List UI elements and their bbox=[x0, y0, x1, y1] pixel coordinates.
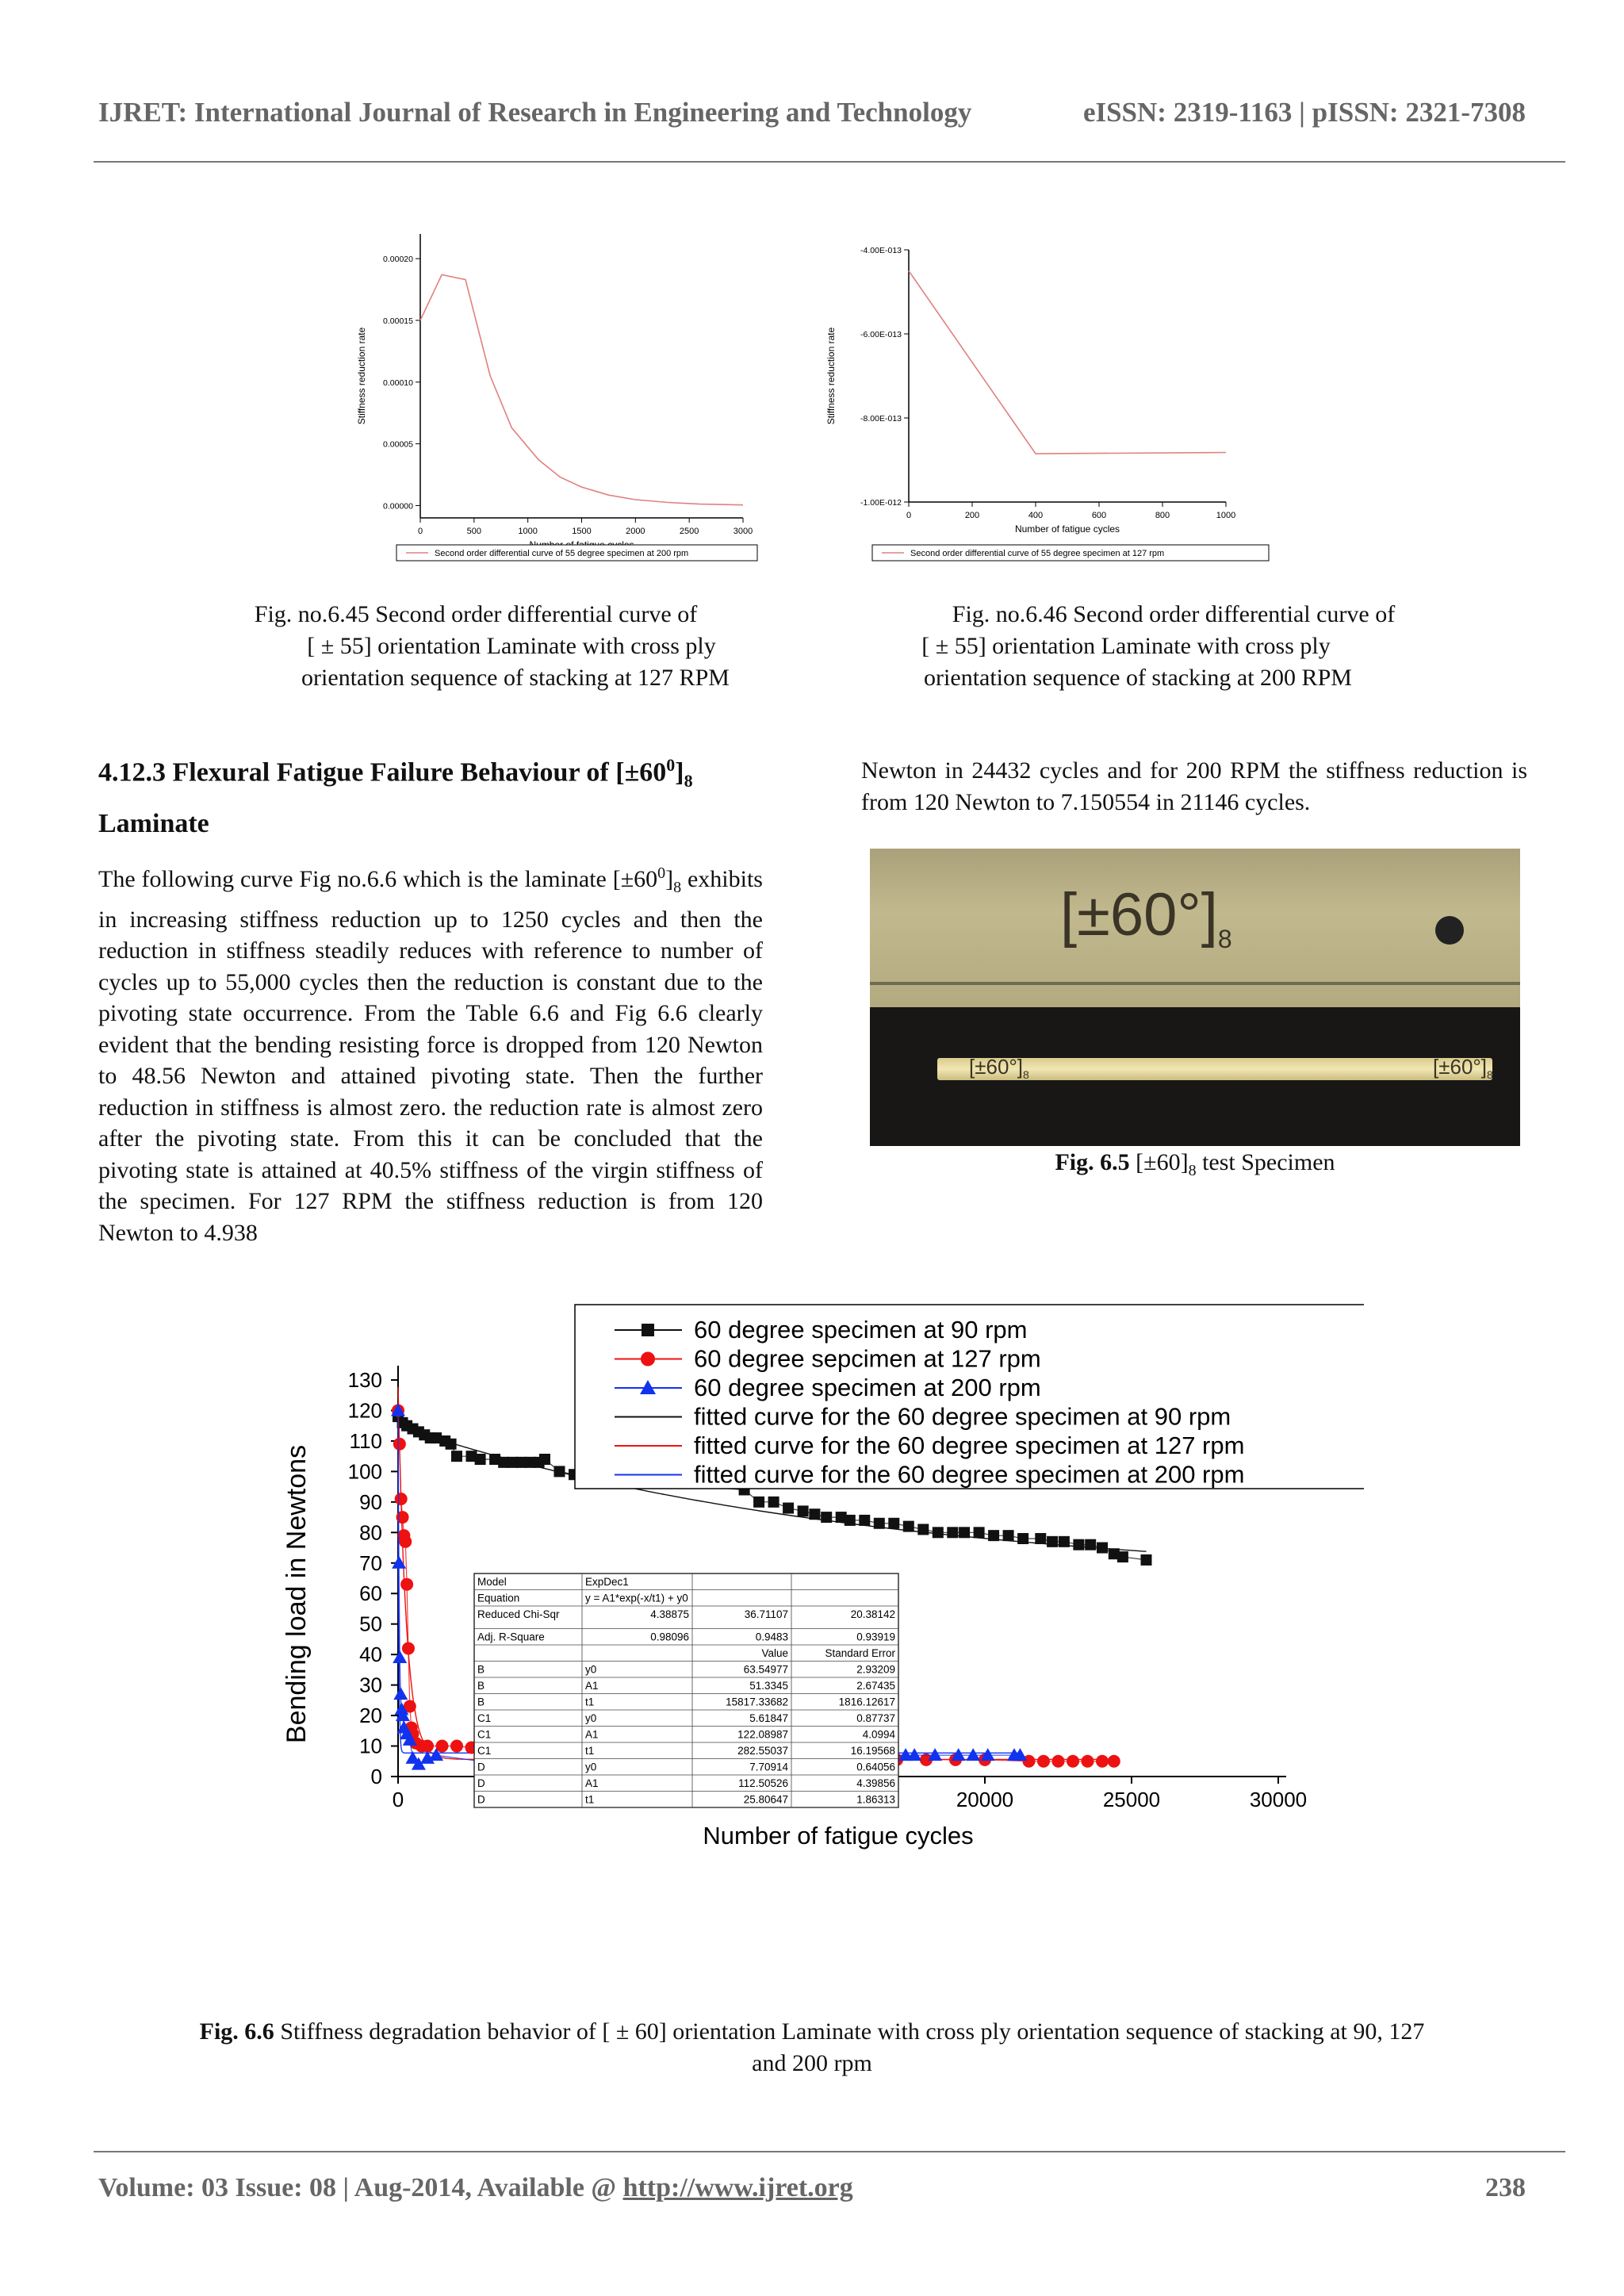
fit-table-cell: 20.38142 bbox=[850, 1608, 895, 1620]
y-tick-label: -8.00E-013 bbox=[860, 414, 902, 424]
running-footer bbox=[98, 2173, 1526, 2203]
y-tick-label: 0.00010 bbox=[383, 378, 413, 388]
legend-label: 60 degree sepcimen at 127 rpm bbox=[694, 1344, 1041, 1373]
large-specimen-strip bbox=[870, 849, 1520, 1007]
fit-table-cell: t1 bbox=[585, 1696, 595, 1708]
data-point-127rpm bbox=[436, 1740, 449, 1753]
y-tick-label: 0.00000 bbox=[383, 501, 413, 512]
y-tick-label: 70 bbox=[359, 1550, 382, 1575]
fit-table-cell: t1 bbox=[585, 1793, 595, 1806]
data-point-90rpm bbox=[845, 1515, 856, 1526]
fit-table-cell: y = A1*exp(-x/t1) + y0 bbox=[585, 1592, 688, 1604]
fit-table-cell: 2.93209 bbox=[856, 1663, 895, 1676]
x-tick-label: 0 bbox=[906, 511, 912, 520]
text-span: The following curve Fig no.6.6 which is the laminate [±60 bbox=[98, 866, 658, 892]
fit-table-cell: 122.08987 bbox=[737, 1728, 788, 1741]
fit-table-cell: Standard Error bbox=[825, 1647, 895, 1659]
fit-table-cell: 25.80647 bbox=[743, 1793, 788, 1806]
legend-marker bbox=[642, 1324, 654, 1336]
x-axis-title: Number of fatigue cycles bbox=[1014, 523, 1120, 535]
small-specimen-strip bbox=[937, 1055, 1493, 1082]
data-point-90rpm bbox=[1141, 1554, 1152, 1566]
specimen-photo bbox=[870, 849, 1520, 1146]
fit-table-cell: 0.64056 bbox=[856, 1761, 895, 1773]
legend-label: Second order differential curve of 55 degree specimen at 200 rpm bbox=[435, 549, 689, 558]
fit-table-cell: A1 bbox=[585, 1777, 599, 1789]
section-heading-line2: Laminate bbox=[98, 809, 209, 838]
y-tick-label: 0.00020 bbox=[383, 255, 413, 265]
data-point-200rpm bbox=[928, 1748, 942, 1761]
y-tick-label: -4.00E-013 bbox=[860, 246, 902, 255]
x-axis-title: Number of fatigue cycles bbox=[703, 1822, 974, 1849]
specimen-hole bbox=[1435, 916, 1464, 945]
caption-text: test Specimen bbox=[1196, 1149, 1335, 1175]
fit-table-cell: Reduced Chi-Sqr bbox=[477, 1608, 560, 1620]
fit-table-cell: Value bbox=[761, 1647, 788, 1659]
y-tick-label: 10 bbox=[359, 1734, 382, 1758]
photo-dark-background bbox=[870, 1007, 1520, 1146]
data-point-90rpm bbox=[1017, 1533, 1028, 1544]
data-point-90rpm bbox=[798, 1505, 809, 1516]
section-title-text: 4.12.3 Flexural Fatigue Failure Behaviour of [±60 bbox=[98, 757, 667, 788]
figure-65-caption bbox=[870, 1147, 1520, 1186]
data-point-127rpm bbox=[450, 1740, 463, 1753]
x-tick-label: 1000 bbox=[518, 527, 538, 536]
data-point-90rpm bbox=[1059, 1536, 1070, 1547]
fit-table-cell: D bbox=[477, 1793, 485, 1806]
figure-66-caption bbox=[98, 2016, 1526, 2079]
data-point-90rpm bbox=[1035, 1533, 1046, 1544]
y-tick-label: 0.00015 bbox=[383, 316, 413, 326]
fit-table-cell: Adj. R-Square bbox=[477, 1631, 545, 1643]
chart-stiffness-degradation bbox=[270, 1293, 1364, 1983]
caption-bold: Fig. 6.5 bbox=[1055, 1149, 1130, 1175]
label-text: [±60°] bbox=[1433, 1055, 1488, 1079]
specimen-label-small-left bbox=[969, 1055, 1029, 1081]
fit-table-cell: 4.0994 bbox=[862, 1728, 895, 1741]
data-point-90rpm bbox=[1003, 1530, 1014, 1541]
series-line bbox=[420, 274, 743, 504]
y-tick-label: -1.00E-012 bbox=[860, 498, 902, 508]
section-sup: 0 bbox=[666, 755, 676, 775]
y-tick-label: 120 bbox=[347, 1398, 382, 1423]
data-point-90rpm bbox=[475, 1454, 486, 1465]
fit-table-cell: C1 bbox=[477, 1745, 492, 1757]
data-point-90rpm bbox=[554, 1466, 565, 1477]
data-point-90rpm bbox=[1117, 1551, 1128, 1562]
fit-table-cell: 15817.33682 bbox=[726, 1696, 788, 1708]
y-axis-title: Stiffness reduction rate bbox=[356, 327, 367, 425]
y-tick-label: 20 bbox=[359, 1704, 382, 1728]
data-point-90rpm bbox=[446, 1439, 457, 1450]
x-tick-label: 1500 bbox=[572, 527, 592, 536]
data-point-90rpm bbox=[974, 1527, 985, 1538]
data-point-127rpm bbox=[1108, 1755, 1120, 1768]
caption-line: Fig. no.6.46 Second order differential curve of bbox=[952, 601, 1396, 627]
caption-bold: Fig. 6.6 bbox=[199, 2018, 274, 2045]
data-point-127rpm bbox=[1082, 1755, 1094, 1768]
data-point-127rpm bbox=[421, 1740, 434, 1753]
text-sub: 8 bbox=[673, 879, 682, 896]
x-tick-label: 500 bbox=[466, 527, 482, 536]
fit-table-cell: 0.98096 bbox=[650, 1631, 689, 1643]
data-point-90rpm bbox=[859, 1515, 870, 1526]
journal-issn: eISSN: 2319-1163 | pISSN: 2321-7308 bbox=[1082, 97, 1526, 128]
fit-table-cell: 63.54977 bbox=[743, 1663, 788, 1676]
fit-table-cell: 2.67435 bbox=[856, 1680, 895, 1692]
caption-line: [ ± 55] orientation Laminate with cross ply bbox=[921, 633, 1331, 659]
data-point-90rpm bbox=[888, 1518, 899, 1529]
text-sup: 0 bbox=[657, 864, 666, 882]
fit-table-cell: D bbox=[477, 1777, 485, 1789]
x-tick-label: 3000 bbox=[733, 527, 753, 536]
caption-line: Fig. no.6.45 Second order differential curve of bbox=[254, 601, 698, 627]
data-point-90rpm bbox=[959, 1527, 970, 1538]
data-point-127rpm bbox=[402, 1642, 415, 1654]
data-point-127rpm bbox=[395, 1493, 408, 1505]
data-point-127rpm bbox=[1096, 1755, 1109, 1768]
data-point-90rpm bbox=[451, 1451, 462, 1462]
x-tick-label: 25000 bbox=[1102, 1788, 1161, 1811]
data-point-90rpm bbox=[1085, 1539, 1096, 1550]
fit-table-cell: C1 bbox=[477, 1712, 492, 1724]
y-tick-label: 40 bbox=[359, 1642, 382, 1667]
fit-table-cell: 282.55037 bbox=[737, 1745, 788, 1757]
label-text: [±60°] bbox=[1060, 881, 1218, 949]
fit-table-cell: A1 bbox=[585, 1728, 599, 1741]
fit-table-cell: y0 bbox=[585, 1761, 597, 1773]
fit-table-cell: B bbox=[477, 1680, 485, 1692]
caption-line: orientation sequence of stacking at 200 RPM bbox=[924, 665, 1352, 691]
fit-table-cell: y0 bbox=[585, 1712, 597, 1724]
data-point-127rpm bbox=[396, 1511, 409, 1524]
x-tick-label: 2500 bbox=[679, 527, 699, 536]
journal-title: IJRET: International Journal of Research in Engineering and Technology bbox=[98, 97, 972, 128]
y-tick-label: 60 bbox=[359, 1581, 382, 1606]
legend-label: Second order differential curve of 55 degree specimen at 127 rpm bbox=[910, 549, 1165, 558]
text-span: exhibits in increasing stiffness reduction up to 1250 cycles and then the reduction in stiffness steadily reduces with reference to number of cycles up to 55,000 cycles then the reduction is constant due to the pivoting state occurrence. From the Table 6.6 and Fig 6.6 clearly evident that the bending resisting force is dropped from 120 Newton to 48.56 Newton and attained pivoting state. Then the further reduction in stiffness is almost zero. the reduction rate is almost zero after the pivoting state. From this it can be concluded that the pivoting state is attained at 40.5% stiffness of the virgin stiffness of the specimen. For 127 RPM the stiffness reduction is from 120 Newton to 4.938 bbox=[98, 866, 763, 1246]
x-tick-label: 1000 bbox=[1216, 511, 1236, 520]
label-sub: 8 bbox=[1023, 1068, 1029, 1082]
legend-label: 60 degree specimen at 200 rpm bbox=[694, 1374, 1041, 1401]
body-paragraph-left: The following curve Fig no.6.6 which is the laminate $[\pm 60^0]_8$ exhibits in increasing stiffness reduction up to 1250 cycles and then the reduction in stiffness steadily reduces with reference to number of cycles up to 55,000 cycles then the reduction is constant due to the pivoting state occurrence. From the Table 6.6 and Fig 6.6 clearly evident that the bending resisting force is dropped from 120 Newton to 48.56 Newton and attained pivoting state. Then the further reduction in stiffness is almost zero. the reduction rate is almost zero after the pivoting state. From this it can be concluded that the pivoting state is attained at 40.5% stiffness of the virgin stiffness of the specimen. For 127 RPM the stiffness reduction is from 120 Newton to 4.938 bbox=[98, 864, 763, 1246]
fit-table-cell: A1 bbox=[585, 1680, 599, 1692]
data-point-127rpm bbox=[1052, 1755, 1065, 1768]
footer-url-link[interactable]: http://www.ijret.org bbox=[622, 2173, 853, 2202]
x-tick-label: 400 bbox=[1028, 511, 1044, 520]
data-point-90rpm bbox=[917, 1524, 929, 1535]
fit-table-cell: 112.50526 bbox=[738, 1777, 788, 1789]
fit-table-cell: 4.38875 bbox=[650, 1608, 689, 1620]
data-point-127rpm bbox=[399, 1535, 412, 1548]
body-paragraph-right: Newton in 24432 cycles and for 200 RPM the stiffness reduction is from 120 Newton to 7.150554 in 21146 cycles. bbox=[861, 757, 1527, 815]
x-tick-label: 800 bbox=[1155, 511, 1170, 520]
data-point-90rpm bbox=[1047, 1536, 1058, 1547]
data-point-127rpm bbox=[1037, 1755, 1050, 1768]
chart-second-order-127rpm bbox=[817, 234, 1293, 567]
data-point-90rpm bbox=[753, 1497, 764, 1508]
footer-volume: Volume: 03 Issue: 08 | Aug-2014, Available @ bbox=[98, 2173, 623, 2202]
strip-ruler-line bbox=[870, 982, 1520, 985]
data-point-90rpm bbox=[874, 1518, 885, 1529]
fit-table-cell: D bbox=[477, 1761, 485, 1773]
fit-table-cell: 16.19568 bbox=[850, 1745, 895, 1757]
fit-table-cell: 36.71107 bbox=[744, 1608, 788, 1620]
data-point-200rpm bbox=[907, 1748, 921, 1761]
y-tick-label: 90 bbox=[359, 1489, 382, 1514]
y-tick-label: 0 bbox=[370, 1765, 382, 1788]
specimen-label-small-right bbox=[1433, 1055, 1493, 1081]
x-tick-label: 0 bbox=[417, 527, 423, 536]
specimen-label-large bbox=[1060, 880, 1232, 954]
fit-table-cell: 1816.12617 bbox=[838, 1696, 895, 1708]
fit-table-cell: 0.93919 bbox=[856, 1631, 895, 1643]
legend-label: fitted curve for the 60 degree specimen at 200 rpm bbox=[694, 1460, 1245, 1489]
y-axis-title: Stiffness reduction rate bbox=[825, 327, 837, 425]
legend-marker bbox=[641, 1352, 655, 1366]
x-tick-label: 20000 bbox=[956, 1788, 1014, 1811]
data-point-90rpm bbox=[988, 1530, 999, 1541]
legend-label: fitted curve for the 60 degree specimen at 127 rpm bbox=[694, 1432, 1245, 1459]
y-tick-label: -6.00E-013 bbox=[860, 330, 902, 339]
data-point-90rpm bbox=[821, 1512, 832, 1523]
fit-table-cell: Equation bbox=[477, 1592, 520, 1604]
data-point-90rpm bbox=[947, 1527, 958, 1538]
figure-646-caption bbox=[856, 599, 1443, 694]
fit-table-cell: C1 bbox=[477, 1728, 492, 1741]
fit-table-cell: 5.61847 bbox=[749, 1712, 788, 1724]
data-point-200rpm bbox=[966, 1748, 980, 1761]
data-point-90rpm bbox=[809, 1508, 820, 1520]
data-point-90rpm bbox=[1097, 1543, 1108, 1554]
x-tick-label: 30000 bbox=[1249, 1788, 1308, 1811]
y-tick-label: 100 bbox=[347, 1459, 382, 1484]
x-tick-label: 2000 bbox=[626, 527, 645, 536]
data-point-127rpm bbox=[1067, 1755, 1079, 1768]
x-tick-label: 200 bbox=[964, 511, 980, 520]
label-text: [±60°] bbox=[969, 1055, 1024, 1079]
legend-label: fitted curve for the 60 degree specimen at 90 rpm bbox=[694, 1402, 1231, 1431]
label-sub: 8 bbox=[1487, 1068, 1493, 1082]
data-point-90rpm bbox=[539, 1454, 550, 1465]
caption-text: Stiffness degradation behavior of [ ± 60] orientation Laminate with cross ply orientation sequence of stacking at 90, 127 bbox=[274, 2018, 1425, 2045]
y-tick-label: 50 bbox=[359, 1612, 382, 1636]
y-tick-label: 80 bbox=[359, 1520, 382, 1545]
fit-table-cell: 4.39856 bbox=[856, 1777, 895, 1789]
data-point-127rpm bbox=[393, 1438, 406, 1451]
data-point-200rpm bbox=[393, 1687, 408, 1700]
fit-table-cell: ExpDec1 bbox=[585, 1576, 629, 1588]
caption-text: [±60] bbox=[1129, 1149, 1189, 1175]
x-tick-label: 0 bbox=[392, 1788, 404, 1811]
footer-rule bbox=[94, 2151, 1565, 2152]
caption-sub: 8 bbox=[1188, 1162, 1197, 1179]
fit-table-cell: B bbox=[477, 1663, 485, 1676]
chart-second-order-200rpm bbox=[349, 234, 809, 567]
y-tick-label: 30 bbox=[359, 1673, 382, 1697]
data-point-90rpm bbox=[1073, 1539, 1084, 1550]
y-axis-title: Bending load in Newtons bbox=[282, 1444, 312, 1744]
caption-line: [ ± 55] orientation Laminate with cross ply bbox=[307, 633, 716, 659]
page-number: 238 bbox=[1485, 2173, 1526, 2202]
data-point-90rpm bbox=[903, 1521, 914, 1532]
header-rule bbox=[94, 161, 1565, 163]
x-tick-label: 600 bbox=[1091, 511, 1107, 520]
data-point-90rpm bbox=[783, 1503, 794, 1514]
label-sub: 8 bbox=[1217, 925, 1232, 954]
fit-table-cell: 1.86313 bbox=[856, 1793, 895, 1806]
fit-table-cell: 7.70914 bbox=[749, 1761, 788, 1773]
y-tick-label: 130 bbox=[347, 1368, 382, 1392]
fit-table-cell: t1 bbox=[585, 1745, 595, 1757]
y-tick-label: 0.00005 bbox=[383, 439, 413, 450]
fit-table-cell: y0 bbox=[585, 1663, 597, 1676]
caption-line: and 200 rpm bbox=[752, 2050, 872, 2076]
section-heading: 4.12.3 Flexural Fatigue Failure Behaviour of $[\pm 60^0]_8$ bbox=[98, 755, 693, 792]
section-sub: 8 bbox=[684, 771, 693, 792]
legend-label: 60 degree specimen at 90 rpm bbox=[694, 1316, 1028, 1343]
fit-table-cell: 51.3345 bbox=[749, 1680, 788, 1692]
fit-table-cell: Model bbox=[477, 1576, 507, 1588]
caption-line: orientation sequence of stacking at 127 RPM bbox=[301, 665, 730, 691]
series-line bbox=[909, 271, 1226, 454]
y-tick-label: 110 bbox=[349, 1428, 382, 1453]
data-point-90rpm bbox=[768, 1497, 779, 1508]
fit-table-cell: B bbox=[477, 1696, 485, 1708]
fit-table-cell: 0.9483 bbox=[755, 1631, 788, 1643]
data-point-127rpm bbox=[400, 1578, 413, 1591]
data-point-90rpm bbox=[933, 1527, 944, 1538]
figure-645-caption bbox=[182, 599, 769, 694]
fit-table-cell: 0.87737 bbox=[856, 1712, 895, 1724]
